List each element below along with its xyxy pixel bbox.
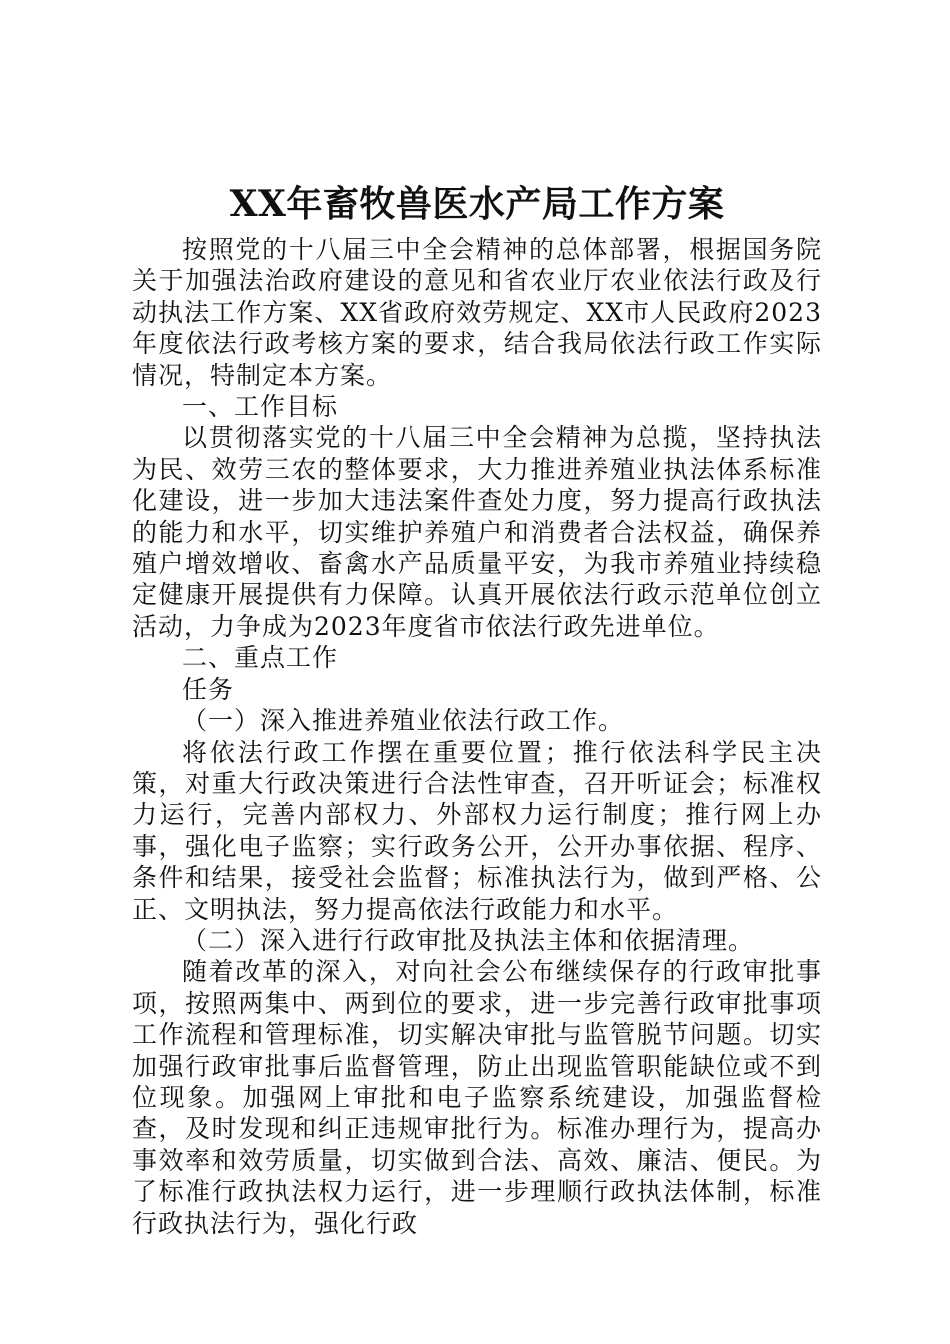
document-title: XX年畜牧兽医水产局工作方案	[229, 183, 725, 225]
section2-subheading: 任务	[182, 674, 235, 704]
section1-heading: 一、工作目标	[182, 392, 339, 422]
intro-paragraph: 按照党的十八届三中全会精神的总体部署，根据国务院关于加强法治政府建设的意见和省农业厅农业依法行政及行动执法工作方案、XX省政府效劳规定、XX市人民政府2023年度依法行政考核方案的要求，结合我局依法行政工作实际情况，特制定本方案。	[132, 235, 822, 390]
document-page	[132, 178, 822, 1239]
item2-heading: （二）深入进行行政审批及执法主体和依据清理。	[182, 925, 755, 955]
item2-paragraph: 随着改革的深入，对向社会公布继续保存的行政审批事项，按照两集中、两到位的要求，进一步完善行政审批事项工作流程和管理标准，切实解决审批与监管脱节问题。切实加强行政审批事后监督管理，防止出现监管职能缺位或不到位现象。加强网上审批和电子监察系统建设，加强监督检查，及时发现和纠正违规审批行为。标准办理行为，提高办事效率和效劳质量，切实做到合法、高效、廉洁、便民。为了标准行政执法权力运行，进一步理顺行政执法体制，标准行政执法行为，强化行政	[132, 957, 822, 1238]
section1-paragraph: 以贯彻落实党的十八届三中全会精神为总揽，坚持执法为民、效劳三农的整体要求，大力推进养殖业执法体系标准化建设，进一步加大违法案件查处力度，努力提高行政执法的能力和水平，切实维护养殖户和消费者合法权益，确保养殖户增效增收、畜禽水产品质量平安，为我市养殖业持续稳定健康开展提供有力保障。认真开展依法行政示范单位创立活动，力争成为2023年度省市依法行政先进单位。	[132, 423, 822, 641]
section2-heading: 二、重点工作	[182, 643, 339, 673]
item1-paragraph: 将依法行政工作摆在重要位置；推行依法科学民主决策，对重大行政决策进行合法性审查，召开听证会；标准权力运行，完善内部权力、外部权力运行制度；推行网上办事，强化电子监察；实行政务公开，公开办事依据、程序、条件和结果，接受社会监督；标准执法行为，做到严格、公正、文明执法，努力提高依法行政能力和水平。	[132, 737, 822, 924]
item1-heading: （一）深入推进养殖业依法行政工作。	[182, 706, 625, 736]
